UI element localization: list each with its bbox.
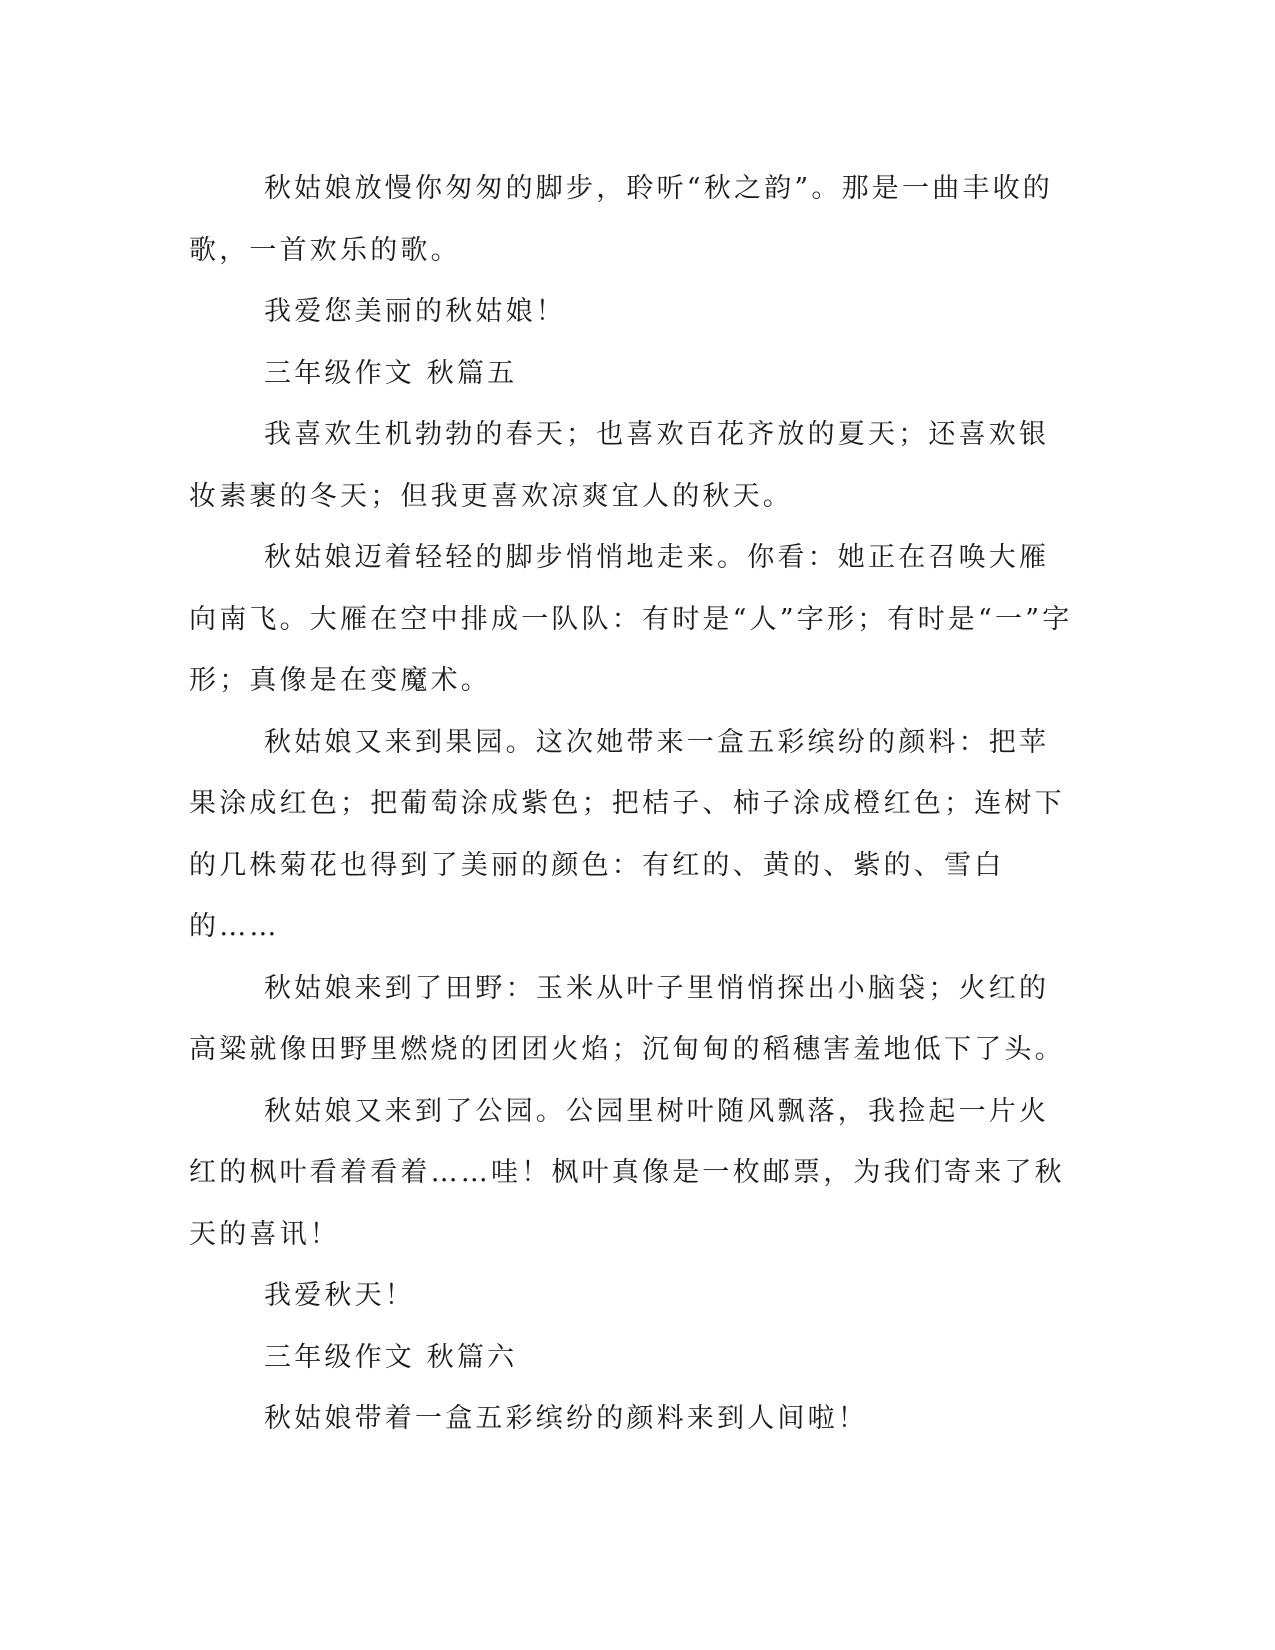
paragraph-fields: 秋姑娘来到了田野：玉米从叶子里悄悄探出小脑袋；火红的高粱就像田野里燃烧的团团火焰；沉甸甸的稻穗害羞地低下了头。 (189, 972, 1065, 1065)
paragraph-love-autumn: 我爱秋天！ (264, 1280, 415, 1311)
document-page (189, 158, 1079, 1450)
section-heading-six: 三年级作文 秋篇六 (264, 1341, 518, 1373)
paragraph-seasons: 我喜欢生机勃勃的春天；也喜欢百花齐放的夏天；还喜欢银妆素裹的冬天；但我更喜欢凉爽宜人的秋天。 (189, 419, 1050, 512)
paragraph-autumn-song: 秋姑娘放慢你匆匆的脚步，聆听“秋之韵”。那是一曲丰收的歌，一首欢乐的歌。 (189, 173, 1054, 266)
paragraph-wild-geese: 秋姑娘迈着轻轻的脚步悄悄地走来。你看：她正在召唤大雁向南飞。大雁在空中排成一队队：有时是“人”字形；有时是“一”字形；真像是在变魔术。 (189, 542, 1073, 696)
paragraph-paints: 秋姑娘带着一盒五彩缤纷的颜料来到人间啦！ (264, 1403, 868, 1434)
paragraph-love-autumn-girl: 我爱您美丽的秋姑娘！ (264, 296, 566, 327)
paragraph-orchard: 秋姑娘又来到果园。这次她带来一盒五彩缤纷的颜料：把苹果涂成红色；把葡萄涂成紫色；把桔子、柿子涂成橙红色；连树下的几株菊花也得到了美丽的颜色：有红的、黄的、紫的、雪白的…… (189, 726, 1065, 942)
section-heading-five: 三年级作文 秋篇五 (264, 357, 518, 389)
paragraph-park: 秋姑娘又来到了公园。公园里树叶随风飘落，我捡起一片火红的枫叶看着看着……哇！枫叶真像是一枚邮票，为我们寄来了秋天的喜讯！ (189, 1095, 1065, 1250)
